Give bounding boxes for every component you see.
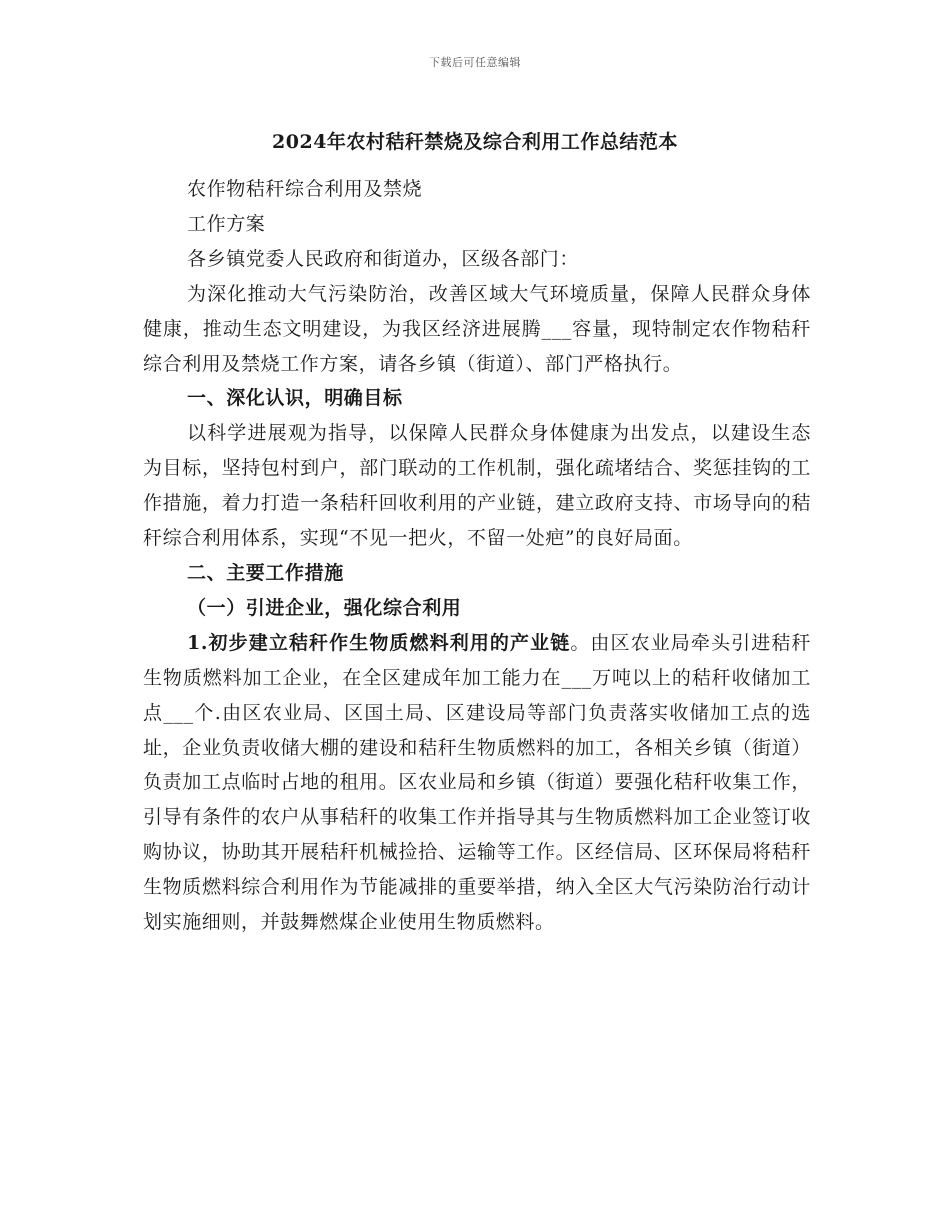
paragraph-goals: 以科学进展观为指导，以保障人民群众身体健康为出发点，以建设生态为目标，坚持包村到户，部门联动的工作机制，强化疏堵结合、奖惩挂钩的工作措施，着力打造一条秸秆回收利用的产业链，建立政府支持、市场导向的秸秆综合利用体系，实现“不见一把火，不留一处疤”的良好局面。 <box>143 422 811 550</box>
section-heading-2: 二、主要工作措施 <box>187 561 344 584</box>
paragraph-measure-1 <box>143 626 811 940</box>
paragraph-intro: 为深化推动大气污染防治，改善区域大气环境质量，保障人民群众身体健康，推动生态文明建设，为我区经济进展腾___容量，现特制定农作物秸秆综合利用及禁烧工作方案，请各乡镇（街道）、部门严格执行。 <box>143 282 811 375</box>
document-title: 2024年农村秸秆禁烧及综合利用工作总结范本 <box>272 131 678 153</box>
paragraph-addressee: 各乡镇党委人民政府和街道办，区级各部门： <box>187 247 580 270</box>
measure-1-body: 。由区农业局牵头引进秸秆生物质燃料加工企业，在全区建成年加工能力在___万吨以上的秸秆收储加工点___个.由区农业局、区国土局、区建设局等部门负责落实收储加工点的选址，企业负责收储大棚的建设和秸秆生物质燃料的加工，各相关乡镇（街道）负责加工点临时占地的租用。区农业局和乡镇（街道）要强化秸秆收集工作，引导有条件的农户从事秸秆的收集工作并指导其与生物质燃料加工企业签订收购协议，协助其开展秸秆机械捡拾、运输等工作。区经信局、区环保局将秸秆生物质燃料综合利用作为节能减排的重要举措，纳入全区大气污染防治行动计划实施细则，并鼓舞燃煤企业使用生物质燃料。 <box>143 631 811 934</box>
header-note: 下载后可任意编辑 <box>429 56 521 69</box>
subsection-heading-1: （一）引进企业，强化综合利用 <box>187 596 462 619</box>
measure-1-lead: 1.初步建立秸秆作生物质燃料利用的产业链 <box>187 631 571 654</box>
paragraph-subject: 农作物秸秆综合利用及禁烧 <box>187 178 423 200</box>
section-heading-1: 一、深化认识，明确目标 <box>187 387 403 410</box>
document-body <box>143 172 811 940</box>
paragraph-plan-label: 工作方案 <box>187 212 266 235</box>
